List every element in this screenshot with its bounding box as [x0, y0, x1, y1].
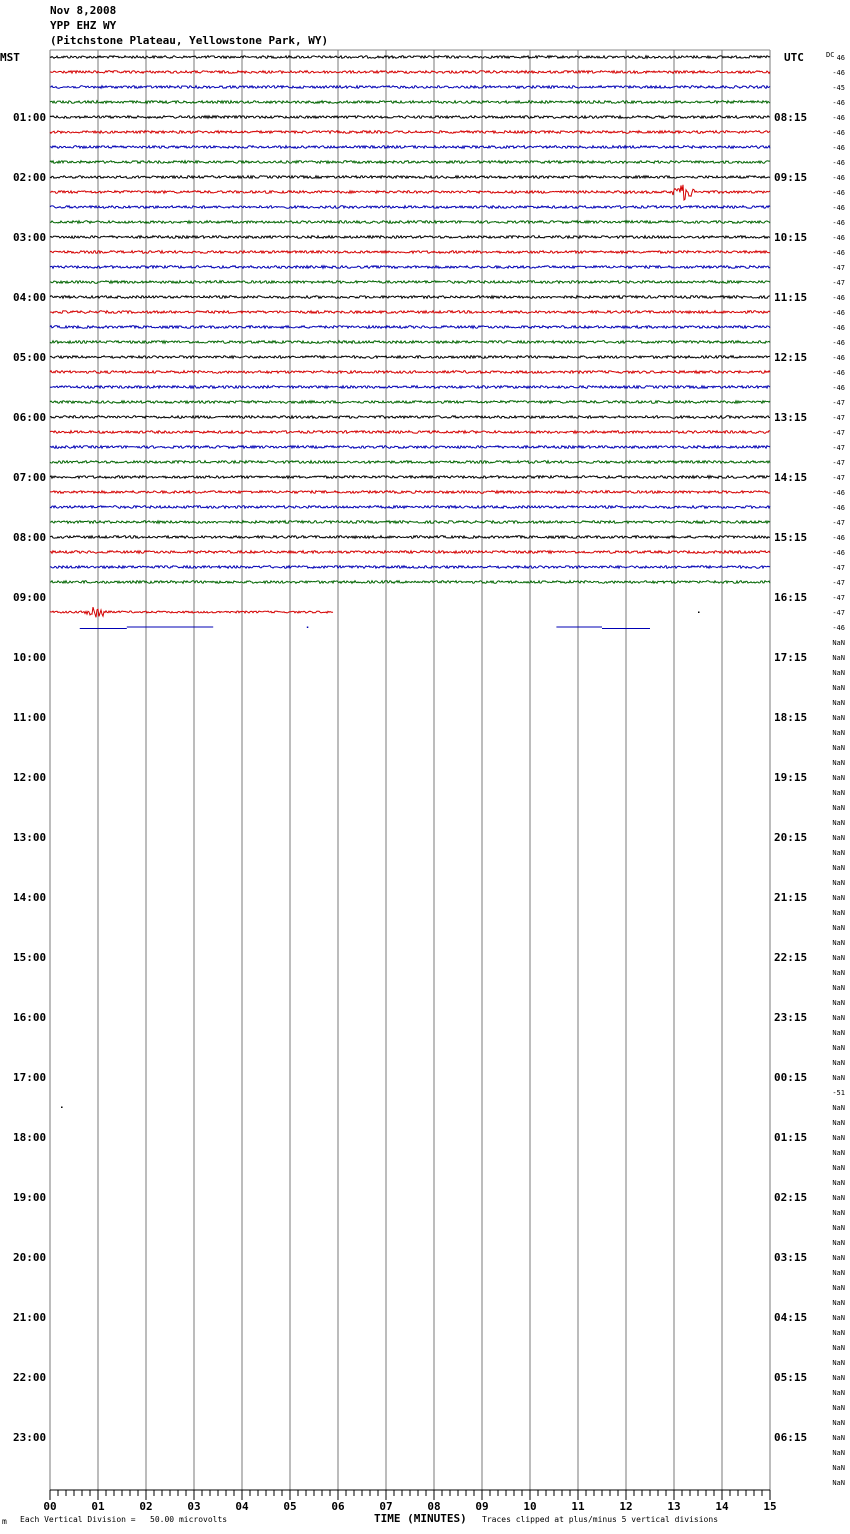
header-station: YPP EHZ WY [50, 19, 117, 32]
dc-offset-value: NaN [832, 894, 845, 902]
dc-offset-value: NaN [832, 744, 845, 752]
hour-label-right: 13:15 [774, 411, 808, 424]
dc-offset-value: -46 [832, 534, 845, 542]
dc-offset-value: NaN [832, 1209, 845, 1217]
hour-label-left: 14:00 [13, 891, 47, 904]
x-tick-label: 11 [571, 1500, 585, 1513]
footer-clip-note: Traces clipped at plus/minus 5 vertical divisions [482, 1515, 719, 1524]
dc-offset-value: NaN [832, 1299, 845, 1307]
seismic-trace [50, 476, 770, 479]
seismic-trace [50, 581, 770, 584]
dc-offset-value: -46 [832, 504, 845, 512]
seismic-trace [50, 461, 770, 464]
dc-offset-value: NaN [832, 1239, 845, 1247]
x-tick-label: 08 [427, 1500, 441, 1513]
hour-label-right: 08:15 [774, 111, 808, 124]
dc-offset-value: NaN [832, 639, 845, 647]
dc-offset-value: -47 [832, 264, 845, 272]
dc-offset-value: -51 [832, 1089, 845, 1097]
dc-offset-value: -46 [832, 249, 845, 257]
hour-label-right: 18:15 [774, 711, 808, 724]
dc-offset-value: NaN [832, 1029, 845, 1037]
header-location: (Pitchstone Plateau, Yellowstone Park, WY) [50, 34, 329, 47]
dc-offset-value: NaN [832, 1134, 845, 1142]
hour-label-left: 05:00 [13, 351, 47, 364]
dc-offset-value: -46 [832, 549, 845, 557]
dc-offset-value: -46 [832, 294, 845, 302]
dc-offset-value: -47 [832, 594, 845, 602]
dc-offset-value: NaN [832, 1464, 845, 1472]
seismic-trace [50, 536, 770, 539]
hour-label-right: 10:15 [774, 231, 808, 244]
dc-offset-value: -47 [832, 609, 845, 617]
dc-offset-value: -46 [832, 219, 845, 227]
dc-offset-value: NaN [832, 1179, 845, 1187]
x-tick-label: 09 [475, 1500, 489, 1513]
dc-offset-value: NaN [832, 699, 845, 707]
seismic-trace [50, 56, 770, 59]
dc-offset-value: -47 [832, 444, 845, 452]
x-tick-label: 12 [619, 1500, 633, 1513]
x-tick-label: 14 [715, 1500, 729, 1513]
dc-offset-value: -46 [832, 174, 845, 182]
hour-label-right: 04:15 [774, 1311, 808, 1324]
dc-offset-value: NaN [832, 729, 845, 737]
dc-offset-value: NaN [832, 1434, 845, 1442]
dc-offset-value: -46 [832, 489, 845, 497]
plot-grid [50, 50, 770, 1490]
dc-offset-value: -46 [832, 159, 845, 167]
hour-label-right: 00:15 [774, 1071, 808, 1084]
trace-point [698, 612, 700, 614]
x-tick-label: 15 [763, 1500, 777, 1513]
dc-offset-value: NaN [832, 1419, 845, 1427]
hour-label-right: 19:15 [774, 771, 808, 784]
hour-label-right: 14:15 [774, 471, 808, 484]
hour-label-left: 10:00 [13, 651, 47, 664]
hour-label-left: 17:00 [13, 1071, 47, 1084]
hour-label-left: 03:00 [13, 231, 47, 244]
dc-offset-value: -47 [832, 279, 845, 287]
dc-offset-value: -46 [832, 114, 845, 122]
seismic-trace [50, 431, 770, 434]
dc-offset-value: NaN [832, 1449, 845, 1457]
dc-offset-value: -45 [832, 84, 845, 92]
header-date: Nov 8,2008 [50, 4, 117, 17]
x-tick-label: 01 [91, 1500, 105, 1513]
dc-offset-value: NaN [832, 1284, 845, 1292]
right-zone-label: UTC [784, 51, 804, 64]
dc-offset-value: -46 [832, 339, 845, 347]
seismic-trace [50, 266, 770, 269]
dc-offset-value: NaN [832, 1059, 845, 1067]
seismic-trace [50, 101, 770, 104]
seismic-trace [50, 296, 770, 299]
x-tick-label: 00 [43, 1500, 57, 1513]
dc-offset-value: -46 [832, 309, 845, 317]
dc-offset-value: NaN [832, 1329, 845, 1337]
seismic-trace [50, 146, 770, 149]
seismic-trace [50, 176, 770, 179]
seismic-trace [50, 311, 770, 314]
dc-offset-value: NaN [832, 954, 845, 962]
hour-label-left: 07:00 [13, 471, 47, 484]
hour-label-left: 20:00 [13, 1251, 47, 1264]
seismic-trace [50, 185, 770, 200]
dc-offset-value: -46 [832, 324, 845, 332]
dc-offset-value: -47 [832, 459, 845, 467]
footer-mark: m [2, 1517, 7, 1526]
hour-label-right: 05:15 [774, 1371, 808, 1384]
dc-offset-value: NaN [832, 1044, 845, 1052]
seismic-trace [50, 607, 333, 617]
hour-label-right: 22:15 [774, 951, 808, 964]
dc-offset-value: 46 [836, 54, 845, 62]
dc-offset-value: NaN [832, 1404, 845, 1412]
dc-offset-value: NaN [832, 1479, 845, 1487]
dc-offset-value: NaN [832, 1194, 845, 1202]
dc-offset-value: -46 [832, 369, 845, 377]
dc-offset-value: -46 [832, 69, 845, 77]
dc-offset-value: -47 [832, 429, 845, 437]
hour-label-right: 23:15 [774, 1011, 808, 1024]
hour-label-right: 17:15 [774, 651, 808, 664]
dc-offset-value: -46 [832, 234, 845, 242]
seismic-trace [50, 131, 770, 134]
seismic-trace [50, 491, 770, 494]
dc-offset-value: NaN [832, 879, 845, 887]
seismic-trace [50, 221, 770, 224]
dc-offset-value: NaN [832, 1224, 845, 1232]
dc-offset-value: -47 [832, 399, 845, 407]
hour-label-right: 01:15 [774, 1131, 808, 1144]
dc-offset-value: NaN [832, 1149, 845, 1157]
hour-label-left: 23:00 [13, 1431, 47, 1444]
hour-label-left: 21:00 [13, 1311, 47, 1324]
hour-label-right: 06:15 [774, 1431, 808, 1444]
dc-offset-value: NaN [832, 1269, 845, 1277]
seismic-trace [50, 386, 770, 389]
dc-offset-value: NaN [832, 759, 845, 767]
dc-offset-value: NaN [832, 849, 845, 857]
dc-offset-value: -47 [832, 414, 845, 422]
hour-label-left: 22:00 [13, 1371, 47, 1384]
hour-label-left: 02:00 [13, 171, 47, 184]
seismic-trace [50, 521, 770, 524]
dc-offset-value: NaN [832, 909, 845, 917]
seismic-trace [50, 326, 770, 329]
x-tick-label: 04 [235, 1500, 249, 1513]
trace-point [307, 627, 309, 629]
dc-offset-value: -47 [832, 579, 845, 587]
hour-label-left: 12:00 [13, 771, 47, 784]
hour-label-left: 13:00 [13, 831, 47, 844]
dc-offset-value: NaN [832, 1344, 845, 1352]
dc-offset-value: NaN [832, 1254, 845, 1262]
seismic-trace [50, 551, 770, 554]
dc-offset-value: -46 [832, 99, 845, 107]
hour-label-left: 01:00 [13, 111, 47, 124]
hour-label-left: 19:00 [13, 1191, 47, 1204]
dc-offset-value: NaN [832, 684, 845, 692]
dc-offset-value: NaN [832, 1104, 845, 1112]
seismic-trace [50, 341, 770, 344]
seismic-trace [50, 281, 770, 284]
hour-label-right: 03:15 [774, 1251, 808, 1264]
seismic-trace [50, 71, 770, 74]
dc-offset-value: NaN [832, 999, 845, 1007]
dc-offset-value: NaN [832, 1389, 845, 1397]
seismic-trace [50, 416, 770, 419]
seismic-trace [50, 251, 770, 254]
hour-label-right: 11:15 [774, 291, 808, 304]
hour-label-left: 15:00 [13, 951, 47, 964]
seismic-trace [50, 161, 770, 164]
seismic-trace [50, 206, 770, 209]
dc-offset-value: NaN [832, 1164, 845, 1172]
dc-offset-value: NaN [832, 984, 845, 992]
hour-label-left: 16:00 [13, 1011, 47, 1024]
dc-label: DC [826, 51, 835, 59]
x-tick-label: 06 [331, 1500, 345, 1513]
dc-offset-value: NaN [832, 1314, 845, 1322]
dc-offset-value: -46 [832, 384, 845, 392]
dc-offset-value: -46 [832, 129, 845, 137]
dc-offset-value: NaN [832, 924, 845, 932]
x-tick-label: 05 [283, 1500, 297, 1513]
x-axis [43, 1490, 776, 1513]
hour-label-right: 16:15 [774, 591, 808, 604]
dc-offset-value: NaN [832, 654, 845, 662]
dc-offset-value: NaN [832, 804, 845, 812]
hour-label-right: 02:15 [774, 1191, 808, 1204]
x-tick-label: 03 [187, 1500, 201, 1513]
trace-point [61, 1107, 63, 1109]
hour-label-right: 21:15 [774, 891, 808, 904]
dc-offset-value: -47 [832, 564, 845, 572]
dc-offset-value: NaN [832, 1374, 845, 1382]
dc-offset-value: -46 [832, 144, 845, 152]
hour-label-left: 08:00 [13, 531, 47, 544]
dc-offset-value: NaN [832, 1119, 845, 1127]
footer-scale: Each Vertical Division = 50.00 microvolts [20, 1515, 228, 1524]
dc-offset-value: NaN [832, 819, 845, 827]
dc-offset-value: -46 [832, 624, 845, 632]
left-zone-label: MST [0, 51, 20, 64]
seismic-trace [50, 236, 770, 239]
hour-label-right: 15:15 [774, 531, 808, 544]
dc-offset-value: -47 [832, 519, 845, 527]
hour-label-left: 04:00 [13, 291, 47, 304]
trace-group [50, 56, 770, 1108]
x-tick-label: 02 [139, 1500, 153, 1513]
seismic-trace [50, 446, 770, 449]
dc-offset-value: NaN [832, 789, 845, 797]
hour-label-right: 09:15 [774, 171, 808, 184]
dc-offset-value: -46 [832, 354, 845, 362]
dc-offset-value: NaN [832, 669, 845, 677]
x-axis-title: TIME (MINUTES) [374, 1512, 467, 1525]
seismic-trace [50, 566, 770, 569]
hour-label-left: 18:00 [13, 1131, 47, 1144]
dc-offset-value: NaN [832, 864, 845, 872]
seismic-trace [50, 356, 770, 359]
dc-offset-value: NaN [832, 1074, 845, 1082]
hour-label-right: 20:15 [774, 831, 808, 844]
x-tick-label: 07 [379, 1500, 393, 1513]
dc-offset-value: -46 [832, 189, 845, 197]
hour-label-right: 12:15 [774, 351, 808, 364]
dc-offset-value: NaN [832, 969, 845, 977]
dc-offset-value: NaN [832, 1359, 845, 1367]
seismic-trace [50, 116, 770, 119]
dc-offset-value: NaN [832, 939, 845, 947]
hour-label-left: 09:00 [13, 591, 47, 604]
dc-offset-value: NaN [832, 834, 845, 842]
dc-offset-value: -47 [832, 474, 845, 482]
hour-label-left: 06:00 [13, 411, 47, 424]
seismic-trace [50, 506, 770, 509]
seismic-trace [50, 371, 770, 374]
dc-offset-value: -46 [832, 204, 845, 212]
seismic-trace [50, 401, 770, 404]
hour-label-left: 11:00 [13, 711, 47, 724]
seismic-trace [50, 86, 770, 89]
dc-offset-value: NaN [832, 1014, 845, 1022]
x-tick-label: 13 [667, 1500, 681, 1513]
dc-offset-value: NaN [832, 774, 845, 782]
dc-offset-value: NaN [832, 714, 845, 722]
x-tick-label: 10 [523, 1500, 537, 1513]
dc-offset-column [832, 54, 845, 1487]
